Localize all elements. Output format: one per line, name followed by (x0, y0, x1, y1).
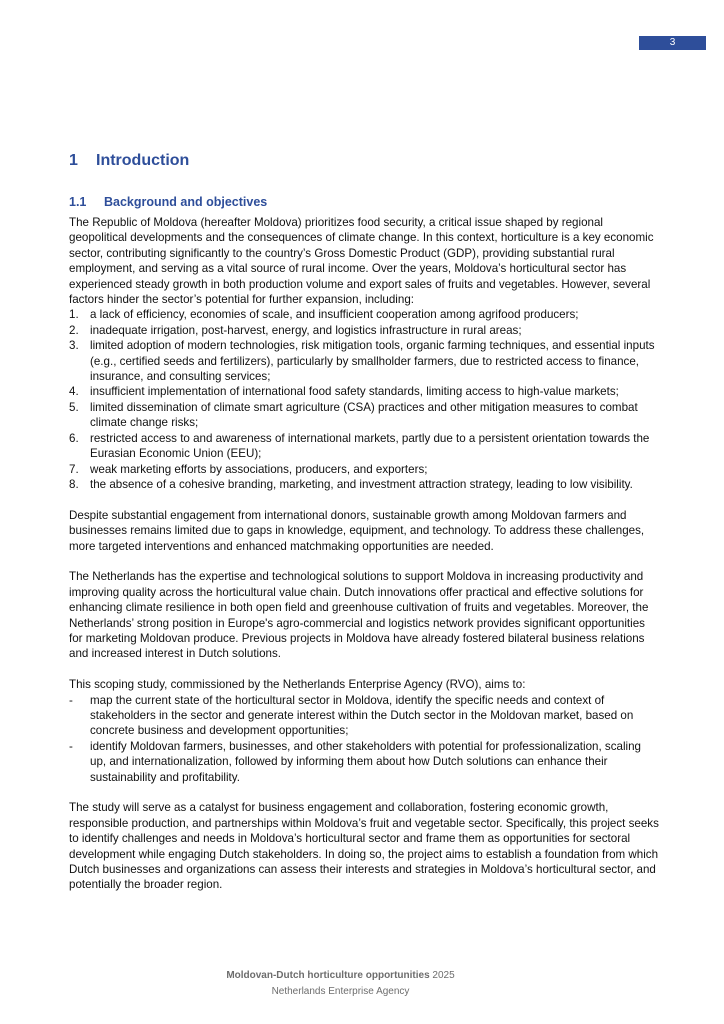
intro-paragraph: The Republic of Moldova (hereafter Moldova) prioritizes food security, a critical issue shaped by regional geopolitical developments and the consequences of climate change. In this context, horticulture is a key economic sector, contributing significantly to the country’s Gross Domestic Product (GDP), providing substantial rural employment, and serving as a vital source of rural income. Over the years, Moldova’s horticultural sector has experienced steady growth in both production volume and export sales of fruits and vegetables. However, several factors hinder the sector’s potential for further expansion, including: (69, 216, 654, 307)
list-item-text: identify Moldovan farmers, businesses, and other stakeholders with potential for professionalization, scaling up, and internationalization, followed by informing them about how Dutch solutions can enhance their sustainability and profitability. (90, 739, 641, 784)
list-item (69, 431, 659, 462)
catalyst-paragraph: The study will serve as a catalyst for business engagement and collaboration, fostering economic growth, responsible production, and partnerships within Moldova’s fruit and vegetable sector. Specifically, this project seeks to identify challenges and needs in Moldova’s horticultural sector and frame them as opportunities for sectoral development while engaging Dutch stakeholders. In doing so, the project aims to establish a foundation from which Dutch businesses and organizations can assess their interests and strategies in Moldova’s horticultural sector, and potentially the broader region. (69, 801, 659, 892)
chapter-heading (69, 150, 189, 172)
list-marker: 6. (69, 431, 79, 445)
list-item-text: inadequate irrigation, post-harvest, energy, and logistics infrastructure in rural areas; (90, 323, 522, 337)
list-item (69, 462, 659, 477)
footer-year: 2025 (432, 970, 455, 981)
list-item-text: limited adoption of modern technologies, risk mitigation tools, organic farming techniques, and essential inputs (e.g., certified seeds and fertilizers), particularly by smallholder farmers, due to restricted access to finance, insurance, and consulting services; (90, 339, 655, 384)
list-marker: 5. (69, 400, 79, 414)
section-number: 1.1 (69, 195, 87, 209)
list-item-text: the absence of a cohesive branding, marketing, and investment attraction strategy, leading to low visibility. (90, 477, 633, 491)
body-text (69, 215, 659, 893)
list-item (69, 477, 659, 492)
chapter-number: 1 (69, 152, 78, 169)
section-heading (69, 193, 267, 211)
bullet-marker: - (69, 739, 73, 753)
bullet-marker: - (69, 693, 73, 707)
page-number-badge (639, 36, 706, 50)
list-item (69, 323, 659, 338)
donors-paragraph: Despite substantial engagement from international donors, sustainable growth among Moldovan farmers and businesses remains limited due to gaps in knowledge, equipment, and technology. To address these challenges, more targeted interventions and enhanced matchmaking opportunities are needed. (69, 508, 645, 553)
list-item-text: weak marketing efforts by associations, producers, and exporters; (90, 462, 428, 476)
list-item (69, 338, 659, 384)
list-item (69, 307, 659, 322)
section-title: Background and objectives (104, 195, 268, 209)
aims-list (69, 693, 659, 785)
list-item-text: insufficient implementation of international food safety standards, limiting access to high-value markets; (90, 385, 619, 399)
list-marker: 4. (69, 385, 79, 399)
list-marker: 8. (69, 477, 79, 491)
netherlands-paragraph: The Netherlands has the expertise and technological solutions to support Moldova in increasing productivity and improving quality across the horticultural value chain. Dutch innovations offer practical and effective solutions for enhancing climate resilience in both open field and greenhouse cultivation of fruits and vegetables. Moreover, the Netherlands’ strong position in Europe's agro-commercial and logistics network provides significant opportunities for marketing Moldovan produce. Previous projects in Moldova have already fostered bilateral business relations and increased interest in Dutch solutions. (69, 570, 649, 661)
list-marker: 1. (69, 308, 79, 322)
list-item (69, 384, 659, 399)
list-item (69, 739, 659, 785)
chapter-title: Introduction (96, 152, 190, 169)
page-number: 3 (669, 37, 676, 48)
list-marker: 3. (69, 339, 79, 353)
list-marker: 7. (69, 462, 79, 476)
footer-line-1 (0, 968, 681, 984)
list-item (69, 400, 659, 431)
page-footer (0, 968, 681, 1000)
list-item (69, 693, 659, 739)
list-marker: 2. (69, 323, 79, 337)
footer-report-title: Moldovan-Dutch horticulture opportunities (226, 970, 430, 981)
scope-paragraph: This scoping study, commissioned by the Netherlands Enterprise Agency (RVO), aims to: (69, 678, 526, 692)
list-item-text: a lack of efficiency, economies of scale, and insufficient cooperation among agrifood producers; (90, 308, 579, 322)
list-item-text: limited dissemination of climate smart agriculture (CSA) practices and other mitigation measures to combat climate change risks; (90, 400, 638, 430)
list-item-text: map the current state of the horticultural sector in Moldova, identify the specific needs and context of stakeholders in the sector and generate interest within the Dutch sector in the Moldovan market, based on concrete business and development opportunities; (90, 693, 634, 738)
footer-agency: Netherlands Enterprise Agency (271, 986, 410, 997)
factors-list (69, 307, 659, 492)
list-item-text: restricted access to and awareness of international markets, partly due to a persistent orientation towards the Eurasian Economic Union (EEU); (90, 431, 650, 461)
